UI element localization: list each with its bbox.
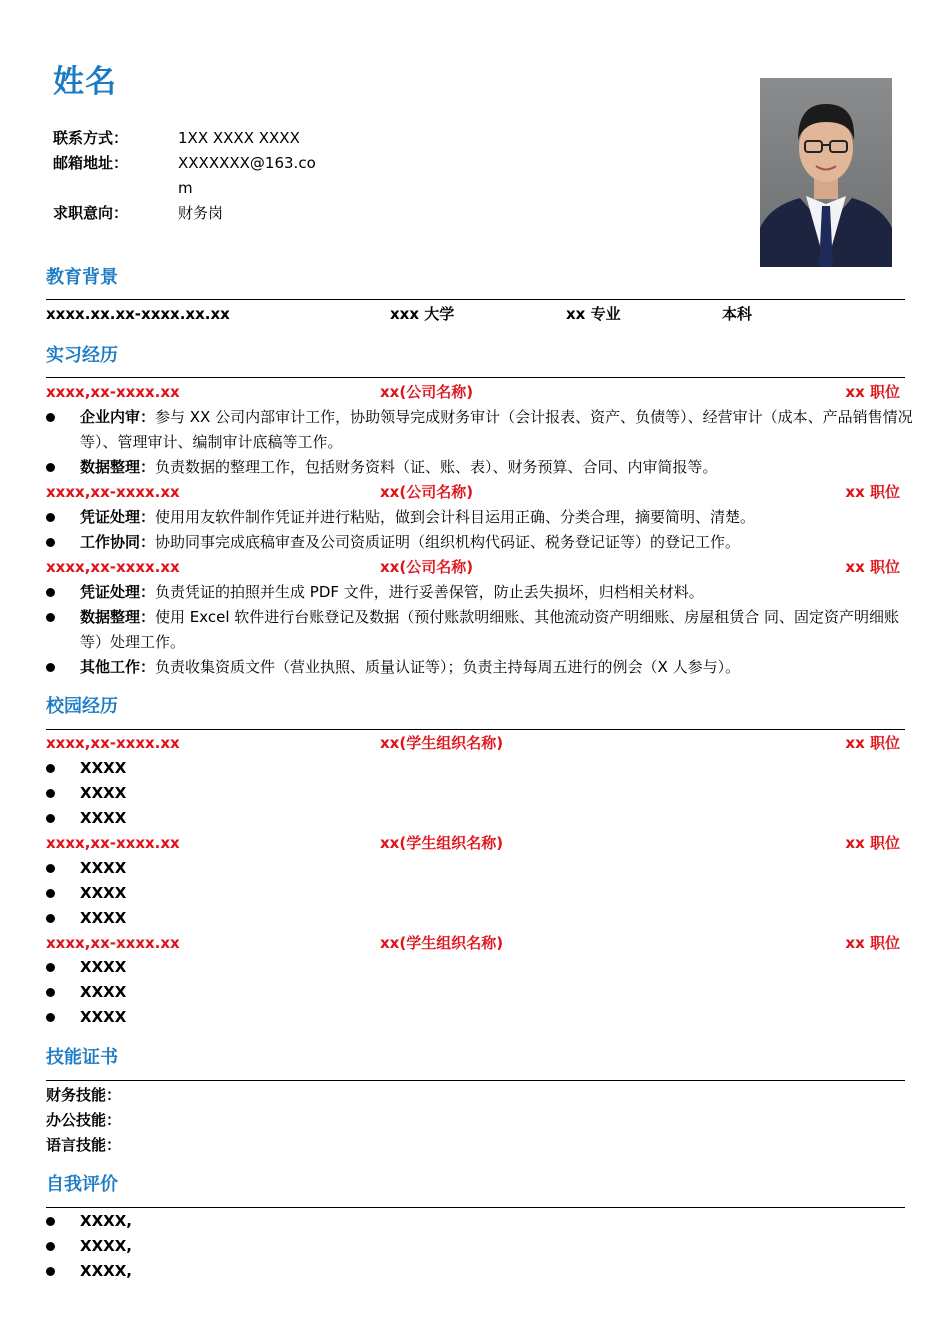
bullet-dot [46,914,55,923]
bullet-dot [46,1013,55,1022]
bullet-dot [46,1242,55,1251]
campus-item-text: XXXX [80,958,127,976]
campus-divider [46,729,905,730]
bullet-dot [46,789,55,798]
campus-org: xx(学生组织名称) [380,834,504,852]
education-major: xx 专业 [566,305,621,323]
campus-item [46,781,916,806]
bullet-dot [46,963,55,972]
campus-org: xx(学生组织名称) [380,934,504,952]
job-header [46,480,904,505]
job-item [46,455,916,480]
job-item-text: 负责收集资质文件（营业执照、质量认证等）；负责主持每周五进行的例会（X 人参与）。 [155,658,741,676]
campus-item [46,906,916,931]
job-item [46,530,916,555]
job-item-head: 企业内审： [80,408,156,426]
campus-position: xx 职位 [845,834,900,852]
self-eval-item [46,1209,916,1234]
email-value: XXXXXXX@163.com [178,154,316,197]
job-item-head: 凭证处理： [80,508,156,526]
job-position: xx 职位 [845,383,900,401]
bullet-dot [46,814,55,823]
campus-item-text: XXXX [80,759,127,777]
campus-item [46,806,916,831]
campus-position: xx 职位 [845,734,900,752]
campus-item-text: XXXX [80,859,127,877]
job-item-text: 负责数据的整理工作，包括财务资料（证、账、表）、财务预算、合同、内审简报等。 [155,458,718,476]
objective-label: 求职意向： [53,204,129,222]
self-eval-text: XXXX, [80,1212,132,1230]
campus-item-text: XXXX [80,784,127,802]
bullet-dot [46,513,55,522]
bullet-dot [46,864,55,873]
education-school: xxx 大学 [390,305,455,323]
job-item [46,605,906,655]
education-title: 教育背景 [46,267,118,288]
bullet-dot [46,588,55,597]
self-eval-item [46,1259,916,1284]
job-item-head: 数据整理： [80,458,156,476]
job-item-text: 参与 XX 公司内部审计工作，协助领导完成财务审计（会计报表、资产、负债等）、经营审计（成本、产品销售情况等）、管理审计、编制审计底稿等工作。 [80,408,913,451]
campus-item [46,980,916,1005]
skills-divider [46,1080,905,1081]
job-position: xx 职位 [845,483,900,501]
job-header [46,555,904,580]
skill-finance: 财务技能： [46,1086,122,1104]
education-divider [46,299,905,300]
job-item-head: 凭证处理： [80,583,156,601]
campus-item-text: XXXX [80,884,127,902]
job-item-head: 其他工作： [80,658,156,676]
self-eval-title: 自我评价 [46,1174,118,1195]
internship-divider [46,377,905,378]
job-period: xxxx,xx-xxxx.xx [46,383,180,401]
candidate-name: 姓名 [53,64,117,100]
profile-photo [760,78,892,267]
self-eval-divider [46,1207,905,1208]
job-company: xx(公司名称) [380,558,474,576]
job-item-text: 使用 Excel 软件进行台账登记及数据（预付账款明细账、其他流动资产明细账、房屋租赁合 同、固定资产明细账等）处理工作。 [80,608,900,651]
education-degree: 本科 [722,305,753,323]
bullet-dot [46,538,55,547]
education-row [46,302,904,327]
skill-language: 语言技能： [46,1136,122,1154]
campus-period: xxxx,xx-xxxx.xx [46,734,180,752]
self-eval-text: XXXX, [80,1237,132,1255]
job-item-head: 工作协同： [80,533,156,551]
bullet-dot [46,988,55,997]
bullet-dot [46,663,55,672]
job-item-text: 协助同事完成底稿审查及公司资质证明（组织机构代码证、税务登记证等）的登记工作。 [155,533,741,551]
bullet-dot [46,1217,55,1226]
campus-header [46,831,904,856]
campus-item [46,1005,916,1030]
job-period: xxxx,xx-xxxx.xx [46,558,180,576]
campus-item-text: XXXX [80,1008,127,1026]
bullet-dot [46,413,55,422]
skills-title: 技能证书 [46,1047,118,1068]
job-company: xx(公司名称) [380,383,474,401]
campus-period: xxxx,xx-xxxx.xx [46,934,180,952]
contact-info [53,126,353,226]
campus-title: 校园经历 [46,696,118,717]
bullet-dot [46,613,55,622]
contact-phone [53,126,353,151]
email-label: 邮箱地址： [53,154,129,172]
campus-item-text: XXXX [80,909,127,927]
job-item [46,405,916,455]
campus-position: xx 职位 [845,934,900,952]
job-item [46,655,916,680]
contact-objective [53,201,353,226]
job-header [46,380,904,405]
bullet-dot [46,889,55,898]
campus-header [46,931,904,956]
campus-item [46,955,916,980]
objective-value: 财务岗 [178,204,224,222]
campus-header [46,731,904,756]
skill-office: 办公技能： [46,1111,122,1129]
job-company: xx(公司名称) [380,483,474,501]
self-eval-text: XXXX, [80,1262,132,1280]
job-item-head: 数据整理： [80,608,156,626]
campus-item [46,756,916,781]
bullet-dot [46,1267,55,1276]
job-item-text: 负责凭证的拍照并生成 PDF 文件，进行妥善保管，防止丢失损坏，归档相关材料。 [155,583,704,601]
job-item [46,580,916,605]
education-period: xxxx.xx.xx-xxxx.xx.xx [46,305,230,323]
job-item [46,505,916,530]
phone-value: 1XX XXXX XXXX [178,129,300,147]
job-position: xx 职位 [845,558,900,576]
bullet-dot [46,764,55,773]
campus-item-text: XXXX [80,983,127,1001]
bullet-dot [46,463,55,472]
job-period: xxxx,xx-xxxx.xx [46,483,180,501]
campus-item [46,856,916,881]
internship-title: 实习经历 [46,345,118,366]
campus-org: xx(学生组织名称) [380,734,504,752]
phone-label: 联系方式： [53,129,129,147]
campus-period: xxxx,xx-xxxx.xx [46,834,180,852]
campus-item-text: XXXX [80,809,127,827]
job-item-text: 使用用友软件制作凭证并进行粘贴，做到会计科目运用正确、分类合理，摘要简明、清楚。 [155,508,756,526]
contact-email [53,151,353,201]
self-eval-item [46,1234,916,1259]
campus-item [46,881,916,906]
